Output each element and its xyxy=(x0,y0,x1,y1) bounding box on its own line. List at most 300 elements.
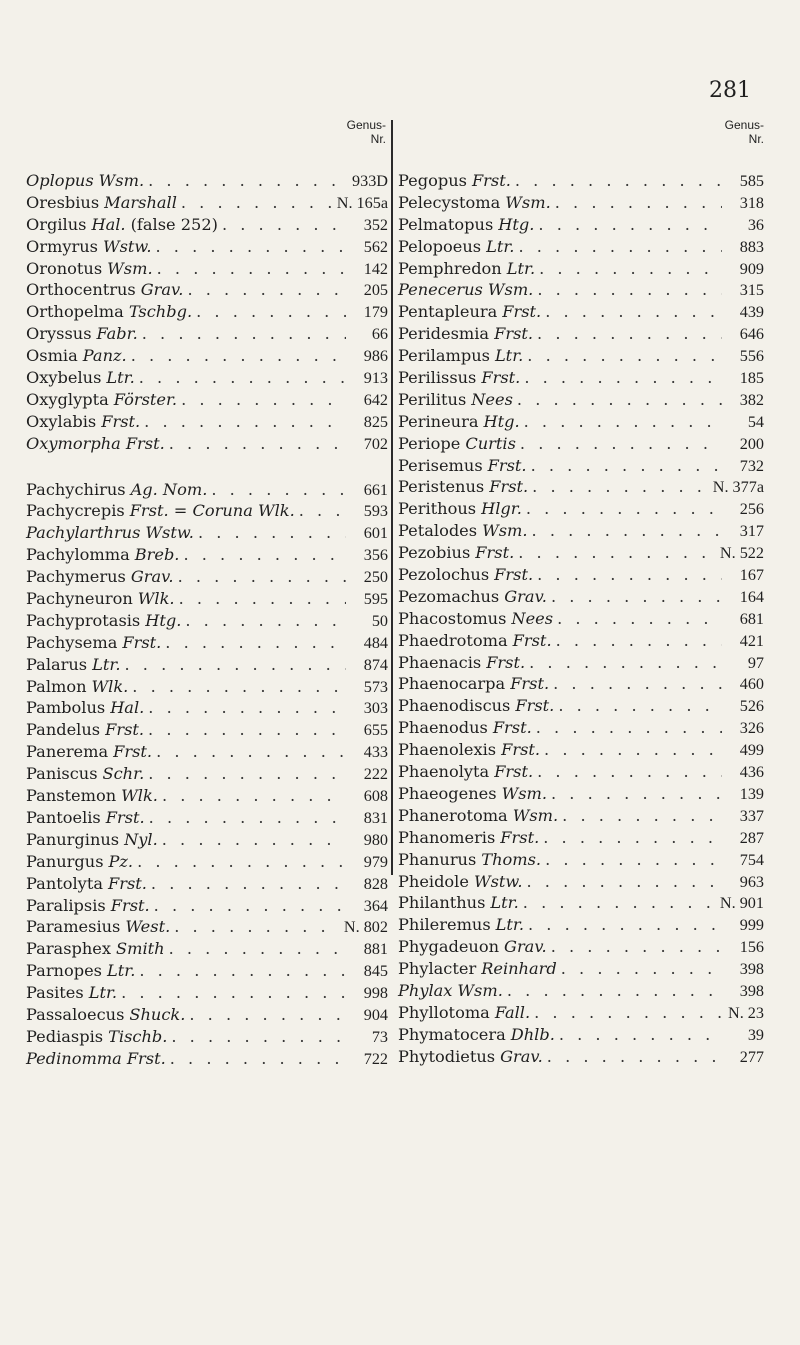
genus-name: Perilissus xyxy=(398,368,477,388)
genus-entry xyxy=(398,236,764,258)
genus-entry xyxy=(26,500,388,522)
genus-number: 986 xyxy=(363,347,388,366)
genus-number: 661 xyxy=(363,480,388,499)
genus-entry xyxy=(26,588,388,610)
genus-author: Ltr. xyxy=(486,236,515,256)
leader-dots xyxy=(528,914,722,936)
genus-author: Grav. xyxy=(504,937,547,957)
genus-author: Htg. xyxy=(483,411,520,431)
genus-number: 702 xyxy=(363,434,388,453)
genus-author: Wsm. xyxy=(505,192,551,212)
genus-entry xyxy=(398,914,764,936)
genus-number: 845 xyxy=(363,962,388,981)
genus-name: Phaenacis xyxy=(398,652,482,672)
genus-author: Wsm. xyxy=(487,280,534,300)
genus-author: Frst. xyxy=(500,827,540,847)
leader-dots xyxy=(132,676,346,698)
leader-dots xyxy=(537,761,722,783)
genus-entry xyxy=(398,652,764,674)
genus-entry xyxy=(26,676,388,698)
leader-dots xyxy=(558,695,722,717)
genus-author: Wsm. xyxy=(457,980,503,1000)
genus-number: 732 xyxy=(739,456,764,475)
genus-number: 998 xyxy=(363,984,388,1003)
genus-name: Oxyglypta xyxy=(26,389,109,409)
leader-dots xyxy=(124,654,346,676)
genus-author: Curtis xyxy=(465,433,516,453)
genus-number: 66 xyxy=(371,325,388,344)
genus-name: Pachyprotasis xyxy=(26,610,141,630)
genus-name: Pachyneuron xyxy=(26,589,133,609)
genus-name: Paralipsis xyxy=(26,895,106,915)
genus-number: 356 xyxy=(363,546,388,565)
genus-name: Phaeogenes xyxy=(398,783,497,803)
genus-name: Paramesius xyxy=(26,917,121,937)
genus-number: 205 xyxy=(363,281,388,300)
genus-number: N. 165a xyxy=(336,193,388,212)
genus-author: Schr. xyxy=(102,764,145,784)
genus-name: Periope xyxy=(398,433,461,453)
entry-list-pa xyxy=(26,479,388,1070)
genus-number: 831 xyxy=(363,808,388,827)
genus-entry xyxy=(398,564,764,586)
genus-number: 484 xyxy=(363,633,388,652)
leader-dots xyxy=(148,763,346,785)
leader-dots xyxy=(157,258,346,280)
genus-name: Osmia xyxy=(26,346,78,366)
genus-entry xyxy=(26,697,388,719)
genus-entry xyxy=(26,345,388,367)
genus-name: Petalodes xyxy=(398,521,478,541)
genus-entry xyxy=(398,608,764,630)
genus-number: 460 xyxy=(739,675,764,694)
genus-entry xyxy=(398,586,764,608)
leader-dots xyxy=(198,522,346,544)
genus-number: 179 xyxy=(363,303,388,322)
genus-entry xyxy=(26,479,388,501)
genus-entry xyxy=(26,829,388,851)
genus-name: Palmon xyxy=(26,676,87,696)
genus-name: Perisemus xyxy=(398,455,483,475)
genus-number: 364 xyxy=(363,896,388,915)
genus-name: Pantoelis xyxy=(26,807,101,827)
genus-entry xyxy=(26,763,388,785)
genus-number: 828 xyxy=(363,874,388,893)
genus-author: Frst. xyxy=(494,324,534,344)
genus-number: 601 xyxy=(363,524,388,543)
leader-dots xyxy=(165,632,346,654)
leader-dots xyxy=(148,719,346,741)
leader-dots xyxy=(543,827,722,849)
genus-author: Frst. xyxy=(501,740,541,760)
genus-author: Ltr. xyxy=(506,258,536,278)
genus-name: Phaedrotoma xyxy=(398,630,508,650)
genus-author: Reinhard xyxy=(481,959,557,979)
header-genus: Genus- xyxy=(724,118,764,132)
genus-entry xyxy=(398,1024,764,1046)
genus-number: 999 xyxy=(739,916,764,935)
genus-name: Phaenodus xyxy=(398,718,488,738)
genus-author: Wlk. xyxy=(137,589,175,609)
genus-entry xyxy=(398,411,764,433)
genus-number: 825 xyxy=(363,412,388,431)
genus-number: 436 xyxy=(739,763,764,782)
genus-number: 382 xyxy=(739,390,764,409)
genus-number: 499 xyxy=(739,741,764,760)
genus-name: Perilampus xyxy=(398,346,490,366)
genus-entry xyxy=(398,433,764,455)
leader-dots xyxy=(556,630,722,652)
genus-name: Pachycrepis xyxy=(26,501,125,521)
genus-entry xyxy=(26,544,388,566)
genus-name: Perineura xyxy=(398,411,479,431)
leader-dots xyxy=(536,717,722,739)
header-nr: Nr. xyxy=(748,132,764,146)
column-divider xyxy=(391,120,393,875)
genus-author: Nees xyxy=(511,608,554,628)
leader-dots xyxy=(139,367,346,389)
genus-entry xyxy=(26,610,388,632)
genus-number: N. 901 xyxy=(719,894,764,913)
genus-entry xyxy=(26,1004,388,1026)
genus-author: Frst. xyxy=(494,565,534,585)
leader-dots xyxy=(156,236,346,258)
genus-number: 326 xyxy=(739,719,764,738)
genus-number: 256 xyxy=(739,500,764,519)
genus-name: Pambolus xyxy=(26,698,106,718)
genus-author: Ltr. xyxy=(106,368,135,388)
genus-name: Phytodietus xyxy=(398,1046,496,1066)
leader-dots xyxy=(179,588,346,610)
leader-dots xyxy=(539,258,722,280)
leader-dots xyxy=(551,936,722,958)
genus-entry xyxy=(398,695,764,717)
genus-number: N. 522 xyxy=(719,544,764,563)
genus-entry xyxy=(26,938,388,960)
leader-dots xyxy=(181,389,346,411)
genus-number: 433 xyxy=(363,743,388,762)
genus-name: Passaloecus xyxy=(26,1004,125,1024)
genus-name: Panerema xyxy=(26,742,109,762)
leader-dots xyxy=(169,938,346,960)
genus-name: Orthopelma xyxy=(26,302,124,322)
leader-dots xyxy=(561,958,722,980)
genus-entry xyxy=(398,936,764,958)
genus-author: Wlk. xyxy=(91,676,129,696)
header-genus: Genus- xyxy=(346,118,386,132)
genus-number: 36 xyxy=(747,215,764,234)
genus-number: 156 xyxy=(739,938,764,957)
genus-name: Pezobius xyxy=(398,543,471,563)
genus-entry xyxy=(26,192,388,214)
genus-entry xyxy=(26,258,388,280)
genus-author: Ltr. xyxy=(494,346,524,366)
leader-dots xyxy=(169,433,346,455)
leader-dots xyxy=(151,873,346,895)
leader-dots xyxy=(148,697,346,719)
genus-number: 556 xyxy=(739,347,764,366)
genus-author: Frst. xyxy=(510,674,550,694)
genus-entry xyxy=(398,673,764,695)
genus-entry xyxy=(26,741,388,763)
leader-dots xyxy=(551,586,722,608)
leader-dots xyxy=(557,608,722,630)
genus-entry xyxy=(398,761,764,783)
genus-number: 933D xyxy=(352,172,388,190)
genus-name: Perithous xyxy=(398,499,477,519)
genus-number: 97 xyxy=(747,653,764,672)
genus-entry xyxy=(26,632,388,654)
genus-author: Grav. xyxy=(140,280,184,300)
genus-name: Pachymerus xyxy=(26,567,126,587)
genus-name: Oryssus xyxy=(26,324,92,344)
leader-dots xyxy=(537,323,722,345)
genus-name: Pezolochus xyxy=(398,565,490,585)
genus-name: Panurginus xyxy=(26,829,120,849)
genus-author: Frst. xyxy=(105,807,145,827)
leader-dots xyxy=(181,192,333,214)
genus-entry xyxy=(26,367,388,389)
genus-author: Nees xyxy=(471,389,513,409)
leader-dots xyxy=(149,807,346,829)
genus-name: Pandelus xyxy=(26,720,101,740)
genus-number: 883 xyxy=(739,237,764,256)
genus-number: 287 xyxy=(739,828,764,847)
genus-number: 754 xyxy=(739,850,764,869)
genus-entry xyxy=(398,389,764,411)
genus-author: Marshall xyxy=(104,192,177,212)
genus-entry xyxy=(26,851,388,873)
genus-number: 904 xyxy=(363,1005,388,1024)
genus-entry xyxy=(26,654,388,676)
genus-name: Pachylomma xyxy=(26,545,130,565)
genus-author: Dhlb. xyxy=(510,1024,555,1044)
genus-name: Phyllotoma xyxy=(398,1002,490,1022)
genus-author: Frst. xyxy=(122,632,162,652)
genus-entry xyxy=(398,739,764,761)
genus-number: 909 xyxy=(739,259,764,278)
genus-name: Paniscus xyxy=(26,764,98,784)
genus-name: Pachychirus xyxy=(26,479,126,499)
genus-name: Pachysema xyxy=(26,632,118,652)
genus-number: 277 xyxy=(739,1047,764,1066)
entry-list-pe xyxy=(398,170,764,1068)
genus-author: Wstw. xyxy=(145,523,194,543)
genus-name: Orthocentrus xyxy=(26,280,136,300)
genus-author: Frst. xyxy=(489,477,529,497)
genus-number: 352 xyxy=(363,215,388,234)
genus-author: Wstw. xyxy=(102,236,152,256)
genus-name: Pedinomma xyxy=(26,1048,122,1068)
genus-author: Frst. xyxy=(502,302,542,322)
genus-number: 980 xyxy=(363,830,388,849)
genus-name: Palarus xyxy=(26,654,88,674)
genus-author: Frst. = Coruna Wlk. xyxy=(129,501,295,521)
genus-entry xyxy=(26,279,388,301)
genus-number: 398 xyxy=(739,981,764,1000)
leader-dots xyxy=(553,673,722,695)
genus-name: Parasphex xyxy=(26,939,112,959)
right-column-header xyxy=(398,118,764,170)
genus-entry xyxy=(398,980,764,1002)
genus-author: Frst. xyxy=(107,873,147,893)
leader-dots xyxy=(137,851,346,873)
leader-dots xyxy=(518,542,716,564)
genus-number: 142 xyxy=(363,259,388,278)
genus-entry xyxy=(26,433,388,455)
genus-number: 337 xyxy=(739,806,764,825)
genus-number: 421 xyxy=(739,631,764,650)
genus-number: 250 xyxy=(363,568,388,587)
leader-dots xyxy=(534,1002,722,1024)
genus-name: Phaenolexis xyxy=(398,740,497,760)
leader-dots xyxy=(299,500,346,522)
leader-dots xyxy=(142,323,346,345)
leader-dots xyxy=(131,345,346,367)
right-column xyxy=(398,118,764,1068)
leader-dots xyxy=(537,279,722,301)
genus-name: Phygadeuon xyxy=(398,937,500,957)
genus-name: Phanurus xyxy=(398,849,477,869)
left-column-header xyxy=(26,118,388,170)
leader-dots xyxy=(526,498,722,520)
genus-number: 913 xyxy=(363,369,388,388)
genus-number: 963 xyxy=(739,872,764,891)
leader-dots xyxy=(532,520,722,542)
genus-number: 722 xyxy=(363,1049,388,1068)
leader-dots xyxy=(538,214,722,236)
genus-author: Frst. xyxy=(471,171,511,190)
genus-entry xyxy=(398,498,764,520)
genus-number: 398 xyxy=(739,960,764,979)
genus-entry xyxy=(26,873,388,895)
genus-author: Thoms. xyxy=(481,849,542,869)
genus-number: 655 xyxy=(363,721,388,740)
genus-entry xyxy=(398,1046,764,1068)
leader-dots xyxy=(170,1048,346,1070)
genus-entry xyxy=(26,170,388,192)
genus-author: Frst. xyxy=(494,762,534,782)
genus-author: Ltr. xyxy=(495,915,525,935)
genus-author: Frst. xyxy=(113,742,153,762)
leader-dots xyxy=(517,389,722,411)
genus-author: Hlgr. xyxy=(481,499,522,519)
genus-number: 39 xyxy=(747,1025,764,1044)
genus-entry xyxy=(26,566,388,588)
leader-dots xyxy=(559,1024,722,1046)
left-column xyxy=(26,118,388,1070)
genus-number: 608 xyxy=(363,787,388,806)
genus-entry xyxy=(26,807,388,829)
genus-name: Oxymorpha xyxy=(26,433,121,453)
leader-dots xyxy=(148,170,346,192)
genus-entry xyxy=(398,258,764,280)
genus-author: Shuck. xyxy=(129,1004,186,1024)
genus-author: Wsm. xyxy=(512,805,559,825)
genus-name: Pelopoeus xyxy=(398,236,482,256)
genus-author: Frst. xyxy=(110,895,150,915)
leader-dots xyxy=(185,610,346,632)
leader-dots xyxy=(171,1026,346,1048)
genus-author: Förster. xyxy=(113,389,178,409)
genus-number: 139 xyxy=(739,784,764,803)
leader-dots xyxy=(144,411,346,433)
leader-dots xyxy=(139,960,346,982)
genus-number: 167 xyxy=(739,566,764,585)
genus-number: 573 xyxy=(363,677,388,696)
leader-dots xyxy=(523,892,716,914)
genus-number: 526 xyxy=(739,697,764,716)
genus-entry xyxy=(398,345,764,367)
leader-dots xyxy=(162,785,346,807)
genus-name: Pediaspis xyxy=(26,1026,104,1046)
leader-dots xyxy=(531,455,722,477)
leader-dots xyxy=(154,895,346,917)
genus-note: (false 252) xyxy=(130,214,218,234)
genus-number: 317 xyxy=(739,522,764,541)
genus-name: Phileremus xyxy=(398,915,491,935)
genus-number: 303 xyxy=(363,699,388,718)
genus-author: Frst. xyxy=(486,652,526,672)
genus-number: 595 xyxy=(363,590,388,609)
genus-entry xyxy=(26,389,388,411)
genus-author: Breb. xyxy=(134,545,180,565)
entry-list-o xyxy=(26,170,388,455)
genus-number: 54 xyxy=(747,412,764,431)
genus-name: Oplopus xyxy=(26,171,94,190)
genus-name: Pegopus xyxy=(398,171,467,190)
leader-dots xyxy=(507,980,722,1002)
genus-entry xyxy=(398,214,764,236)
genus-name: Pelecystoma xyxy=(398,192,501,212)
genus-author: Htg. xyxy=(145,610,182,630)
leader-dots xyxy=(555,192,722,214)
leader-dots xyxy=(183,544,346,566)
genus-name: Ormyrus xyxy=(26,236,98,256)
genus-entry xyxy=(398,892,764,914)
genus-entry xyxy=(26,214,388,236)
genus-author: Ltr. xyxy=(106,961,136,981)
genus-author: Smith xyxy=(116,939,165,959)
genus-number: 318 xyxy=(739,193,764,212)
genus-entry xyxy=(398,170,764,192)
genus-entry xyxy=(26,960,388,982)
leader-dots xyxy=(196,301,346,323)
genus-name: Pantolyta xyxy=(26,873,103,893)
genus-name: Peridesmia xyxy=(398,324,490,344)
genus-name: Phaenodiscus xyxy=(398,696,511,716)
genus-entry xyxy=(26,522,388,544)
genus-author: Frst. xyxy=(512,630,552,650)
genus-author: Frst. xyxy=(481,368,521,388)
genus-author: Tschbg. xyxy=(128,302,193,322)
genus-author: Frst. xyxy=(515,696,555,716)
genus-name: Panurgus xyxy=(26,851,104,871)
genus-name: Oronotus xyxy=(26,258,103,278)
genus-author: Wstw. xyxy=(473,871,523,891)
genus-entry xyxy=(26,236,388,258)
group-gap xyxy=(26,455,388,479)
genus-author: Frst. xyxy=(475,543,515,563)
genus-name: Pelmatopus xyxy=(398,214,494,234)
genus-number: N. 23 xyxy=(728,1003,764,1022)
genus-name: Phymatocera xyxy=(398,1024,506,1044)
leader-dots xyxy=(537,564,722,586)
genus-name: Oxylabis xyxy=(26,411,97,431)
genus-author: Hal. xyxy=(110,698,145,718)
genus-author: Wlk. xyxy=(121,786,158,806)
genus-entry xyxy=(26,982,388,1004)
